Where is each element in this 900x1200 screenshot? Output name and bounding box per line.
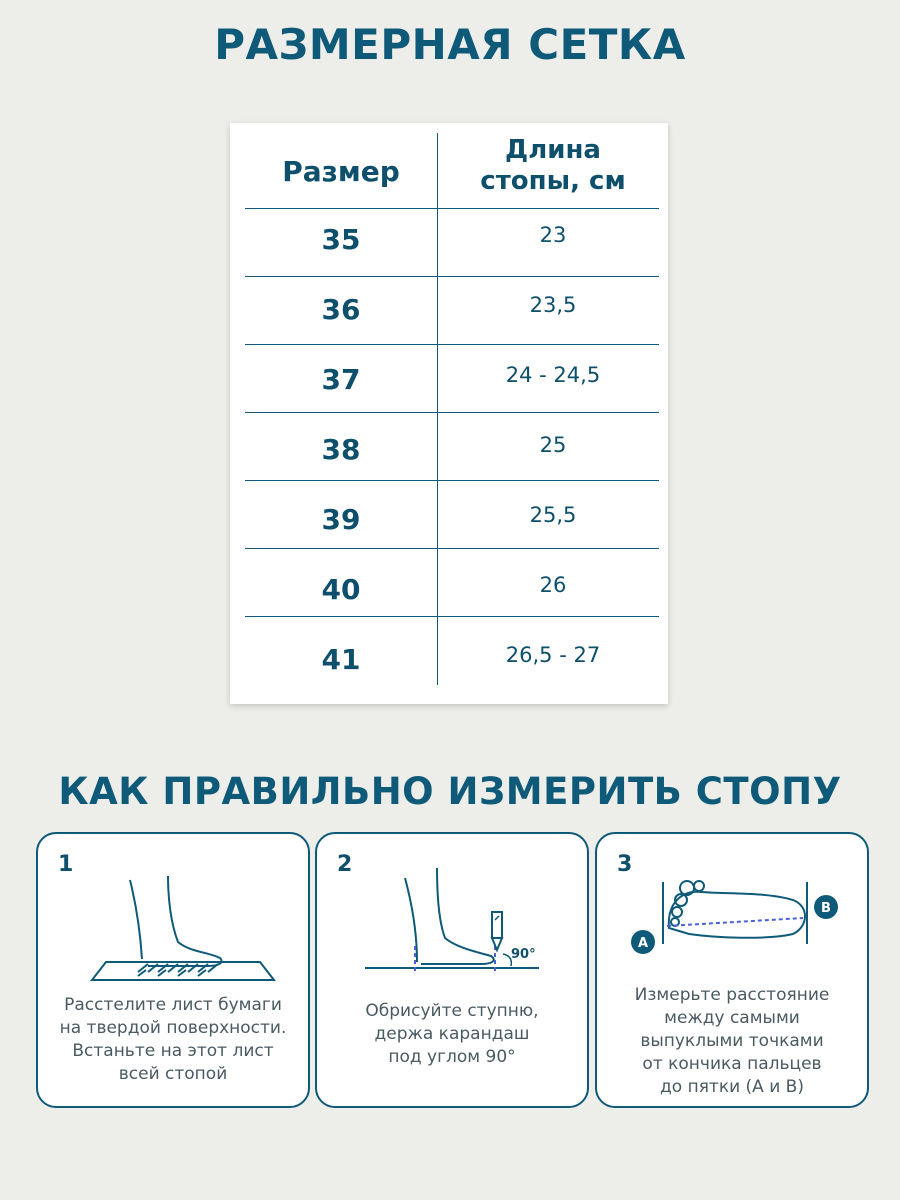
- row-divider: [245, 276, 659, 277]
- row-length: 25,5: [529, 503, 577, 527]
- angle-label: 90°: [511, 947, 536, 962]
- step-number: 3: [617, 852, 633, 877]
- row-length: 25: [539, 433, 567, 457]
- row-divider: [245, 616, 659, 617]
- table-divider: [437, 133, 438, 685]
- row-size: 38: [321, 433, 361, 466]
- foot-on-paper-illustration: [38, 834, 312, 994]
- step-description: Измерьте расстояние между самыми выпуклыми точками от кончика пальцев до пятки (А и В): [634, 985, 830, 1097]
- step-card-2: [315, 832, 589, 1108]
- size-table: [230, 123, 668, 704]
- row-size: 39: [321, 503, 361, 536]
- row-size: 36: [321, 293, 361, 326]
- row-divider: [245, 480, 659, 481]
- row-length: 24 - 24,5: [505, 363, 601, 387]
- row-divider: [245, 412, 659, 413]
- row-length: 23: [539, 223, 567, 247]
- row-size: 35: [321, 223, 361, 256]
- step-number: 2: [337, 852, 353, 877]
- step-description: Расстелите лист бумаги на твердой поверхности. Встаньте на этот лист всей стопой: [59, 995, 287, 1084]
- point-b-label: B: [821, 901, 831, 916]
- step-card-1: [36, 832, 310, 1108]
- row-length: 26: [539, 573, 567, 597]
- row-divider: [245, 344, 659, 345]
- point-a-label: A: [637, 936, 649, 951]
- foot-measurement-illustration: [597, 834, 871, 994]
- header-size: Размер: [282, 155, 400, 188]
- step-number: 1: [58, 852, 74, 877]
- row-divider: [245, 208, 659, 209]
- header-length: Длина стопы, см: [480, 135, 626, 196]
- row-length: 23,5: [529, 293, 577, 317]
- row-size: 40: [321, 573, 361, 606]
- step-description: Обрисуйте ступню, держа карандаш под углом 90°: [365, 1001, 539, 1067]
- row-divider: [245, 548, 659, 549]
- tracing-foot-illustration: [317, 834, 591, 994]
- step-card-3: [595, 832, 869, 1108]
- row-size: 41: [321, 643, 361, 676]
- page-title: РАЗМЕРНАЯ СЕТКА: [214, 20, 686, 69]
- row-size: 37: [321, 363, 361, 396]
- howto-title: КАК ПРАВИЛЬНО ИЗМЕРИТЬ СТОПУ: [58, 770, 842, 813]
- row-length: 26,5 - 27: [505, 643, 601, 667]
